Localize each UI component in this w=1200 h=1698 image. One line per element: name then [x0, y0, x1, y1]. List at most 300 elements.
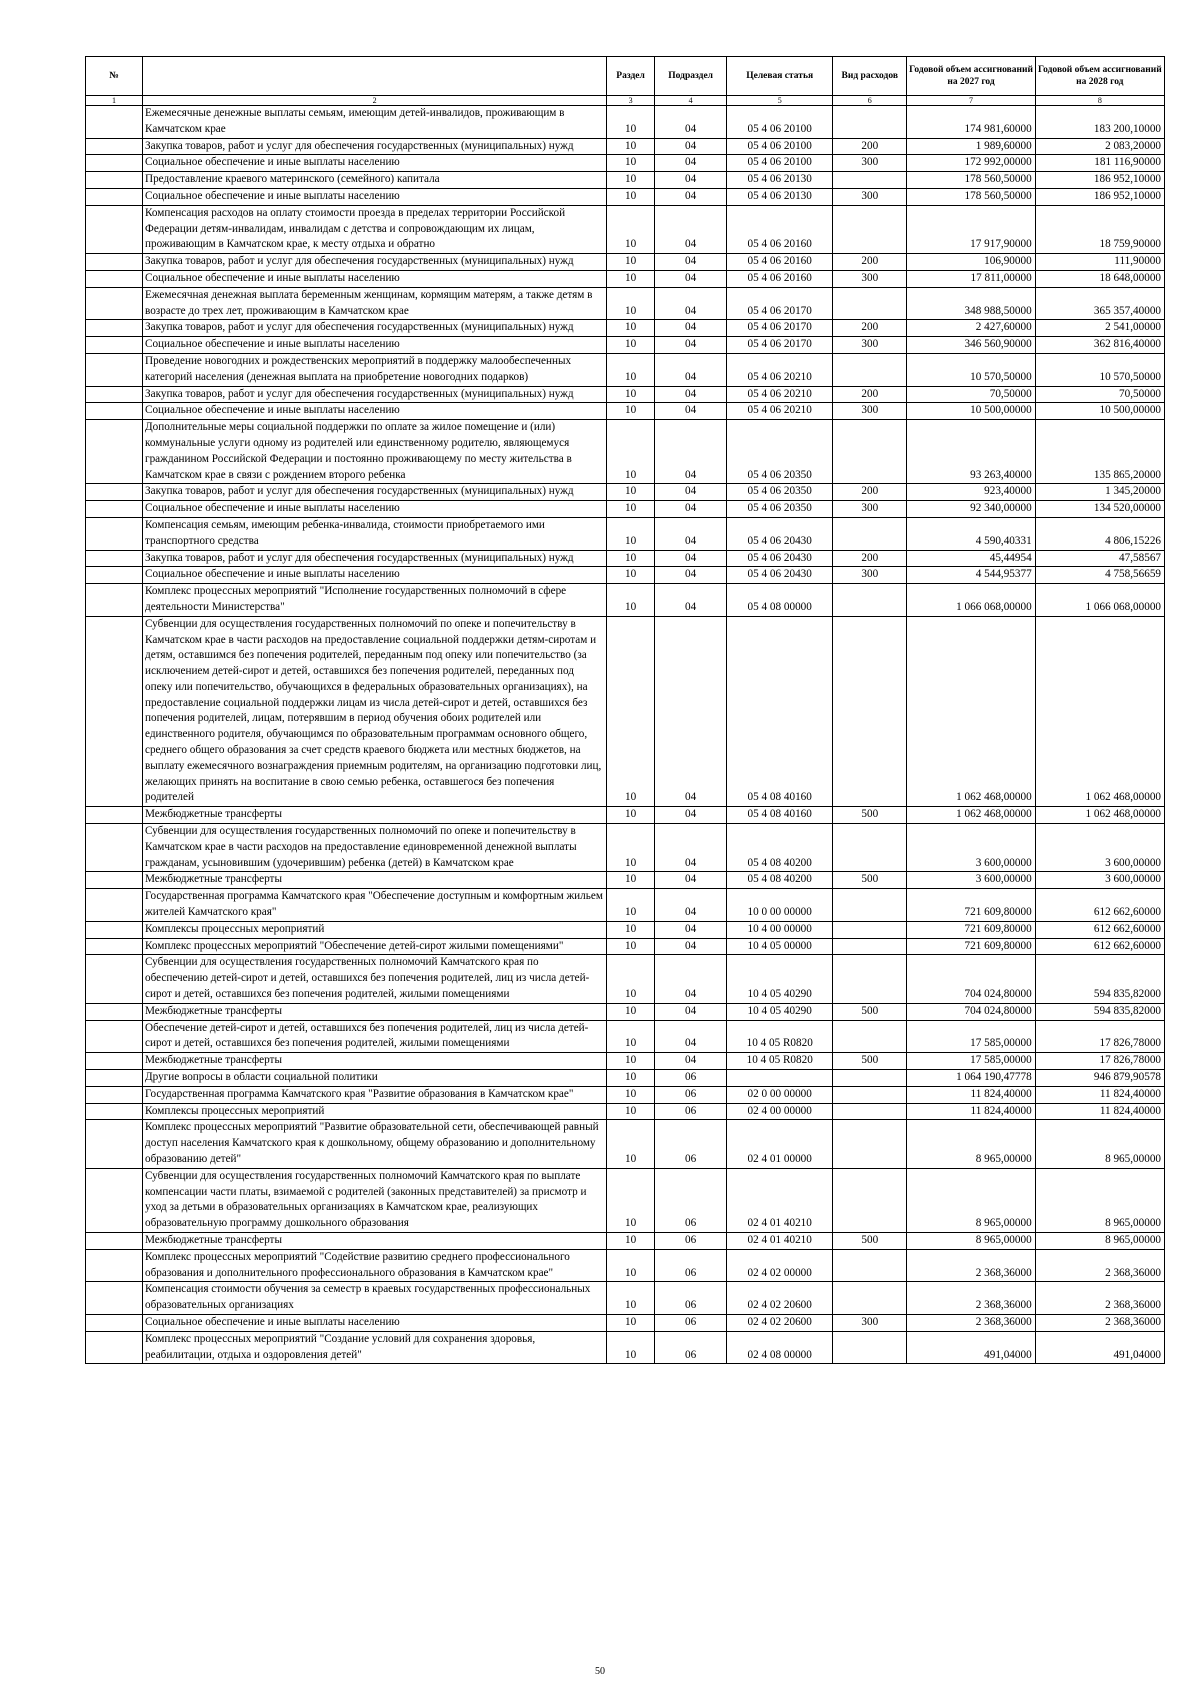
row-number [86, 501, 143, 518]
table-row [86, 138, 1165, 155]
row-razdel: 10 [607, 824, 655, 872]
row-razdel: 10 [607, 188, 655, 205]
row-number [86, 138, 143, 155]
header-razdel: Раздел [607, 57, 655, 96]
row-amount-2027: 704 024,80000 [907, 955, 1035, 1003]
row-name: Межбюджетные трансферты [143, 807, 607, 824]
row-number [86, 1070, 143, 1087]
row-target-article [727, 1070, 833, 1087]
row-amount-2027: 4 590,40331 [907, 517, 1035, 550]
table-row [86, 1314, 1165, 1331]
row-razdel: 10 [607, 938, 655, 955]
row-name: Компенсация расходов на оплату стоимости проезда в пределах территории Российской Федерации детям-инвалидам, инвалидам с детства и сопровождающим их лицам, проживающим в Камчатском крае, к месту отдыха и обратно [143, 205, 607, 253]
row-amount-2028: 183 200,10000 [1035, 106, 1164, 139]
row-podrazdel: 04 [655, 106, 727, 139]
row-name: Другие вопросы в области социальной политики [143, 1070, 607, 1087]
table-row [86, 337, 1165, 354]
row-target-article: 05 4 06 20100 [727, 106, 833, 139]
row-target-article: 05 4 08 00000 [727, 584, 833, 617]
row-expense-type [833, 106, 907, 139]
row-amount-2027: 1 989,60000 [907, 138, 1035, 155]
row-number [86, 1103, 143, 1120]
row-target-article: 05 4 06 20100 [727, 138, 833, 155]
row-expense-type [833, 955, 907, 1003]
row-amount-2027: 491,04000 [907, 1331, 1035, 1364]
row-name: Социальное обеспечение и иные выплаты населению [143, 188, 607, 205]
column-number-3: 3 [607, 96, 655, 106]
row-razdel: 10 [607, 205, 655, 253]
row-expense-type: 300 [833, 337, 907, 354]
row-number [86, 938, 143, 955]
row-target-article: 10 0 00 00000 [727, 889, 833, 922]
table-row [86, 807, 1165, 824]
row-expense-type: 200 [833, 484, 907, 501]
row-amount-2027: 174 981,60000 [907, 106, 1035, 139]
row-amount-2027: 10 570,50000 [907, 353, 1035, 386]
row-amount-2028: 8 965,00000 [1035, 1232, 1164, 1249]
row-expense-type [833, 616, 907, 807]
table-row [86, 1086, 1165, 1103]
row-name: Комплекс процессных мероприятий "Содействие развитию среднего профессионального образования и дополнительного профессионального образования в Камчатском крае" [143, 1249, 607, 1282]
row-expense-type [833, 205, 907, 253]
row-name: Комплекс процессных мероприятий "Обеспечение детей-сирот жилыми помещениями" [143, 938, 607, 955]
row-expense-type: 200 [833, 254, 907, 271]
row-expense-type: 500 [833, 1232, 907, 1249]
row-podrazdel: 04 [655, 889, 727, 922]
row-name: Компенсация семьям, имеющим ребенка-инвалида, стоимости приобретаемого ими транспортного средства [143, 517, 607, 550]
table-row [86, 172, 1165, 189]
row-razdel: 10 [607, 155, 655, 172]
row-number [86, 270, 143, 287]
row-amount-2027: 70,50000 [907, 386, 1035, 403]
row-razdel: 10 [607, 567, 655, 584]
row-expense-type: 500 [833, 872, 907, 889]
row-podrazdel: 06 [655, 1282, 727, 1315]
row-target-article: 05 4 08 40200 [727, 872, 833, 889]
row-amount-2027: 2 368,36000 [907, 1282, 1035, 1315]
row-razdel: 10 [607, 320, 655, 337]
row-podrazdel: 04 [655, 254, 727, 271]
row-amount-2028: 10 500,00000 [1035, 403, 1164, 420]
row-podrazdel: 04 [655, 872, 727, 889]
row-amount-2027: 1 062 468,00000 [907, 616, 1035, 807]
row-name: Субвенции для осуществления государственных полномочий Камчатского края по обеспечению детей-сирот и детей, оставшихся без попечения родителей, лиц из числа детей-сирот и детей, оставшихся без попечения родителей, жилыми помещениями [143, 955, 607, 1003]
row-amount-2027: 8 965,00000 [907, 1168, 1035, 1232]
column-number-6: 6 [833, 96, 907, 106]
table-row [86, 484, 1165, 501]
row-target-article: 02 4 01 40210 [727, 1232, 833, 1249]
row-target-article: 02 4 00 00000 [727, 1103, 833, 1120]
row-podrazdel: 04 [655, 138, 727, 155]
row-amount-2027: 106,90000 [907, 254, 1035, 271]
row-razdel: 10 [607, 1086, 655, 1103]
row-number [86, 616, 143, 807]
row-name: Социальное обеспечение и иные выплаты населению [143, 270, 607, 287]
header-name [143, 57, 607, 96]
row-number [86, 824, 143, 872]
row-amount-2028: 17 826,78000 [1035, 1053, 1164, 1070]
row-target-article: 02 0 00 00000 [727, 1086, 833, 1103]
row-name: Социальное обеспечение и иные выплаты населению [143, 1314, 607, 1331]
row-target-article: 10 4 05 R0820 [727, 1020, 833, 1053]
row-razdel: 10 [607, 921, 655, 938]
row-amount-2028: 186 952,10000 [1035, 172, 1164, 189]
table-row [86, 155, 1165, 172]
table-row [86, 501, 1165, 518]
row-amount-2028: 491,04000 [1035, 1331, 1164, 1364]
row-expense-type: 200 [833, 386, 907, 403]
row-podrazdel: 04 [655, 517, 727, 550]
table-row [86, 188, 1165, 205]
table-row [86, 567, 1165, 584]
table-row [86, 1331, 1165, 1364]
table-row [86, 584, 1165, 617]
table-row [86, 353, 1165, 386]
row-amount-2028: 8 965,00000 [1035, 1120, 1164, 1168]
column-number-5: 5 [727, 96, 833, 106]
row-amount-2028: 362 816,40000 [1035, 337, 1164, 354]
row-number [86, 584, 143, 617]
header-volume-2028: Годовой объем ассигнований на 2028 год [1035, 57, 1164, 96]
row-amount-2027: 2 427,60000 [907, 320, 1035, 337]
row-target-article: 05 4 06 20100 [727, 155, 833, 172]
row-expense-type [833, 353, 907, 386]
table-row [86, 955, 1165, 1003]
table-row [86, 1249, 1165, 1282]
row-target-article: 05 4 06 20160 [727, 254, 833, 271]
row-amount-2028: 594 835,82000 [1035, 955, 1164, 1003]
row-podrazdel: 04 [655, 550, 727, 567]
row-expense-type: 300 [833, 1314, 907, 1331]
row-number [86, 1003, 143, 1020]
row-expense-type: 300 [833, 155, 907, 172]
table-row [86, 1053, 1165, 1070]
row-name: Дополнительные меры социальной поддержки по оплате за жилое помещение и (или) коммунальные услуги одному из родителей или единственному родителю, являющемуся гражданином Российской Федерации и постоянно проживающему по месту жительства в Камчатском крае в связи с рождением второго ребенка [143, 420, 607, 484]
table-row [86, 403, 1165, 420]
row-amount-2027: 8 965,00000 [907, 1232, 1035, 1249]
row-podrazdel: 06 [655, 1232, 727, 1249]
row-amount-2028: 11 824,40000 [1035, 1086, 1164, 1103]
row-razdel: 10 [607, 1103, 655, 1120]
table-row [86, 938, 1165, 955]
row-target-article: 02 4 01 40210 [727, 1168, 833, 1232]
row-name: Закупка товаров, работ и услуг для обеспечения государственных (муниципальных) нужд [143, 484, 607, 501]
row-razdel: 10 [607, 1232, 655, 1249]
row-podrazdel: 04 [655, 484, 727, 501]
row-amount-2027: 45,44954 [907, 550, 1035, 567]
row-target-article: 05 4 08 40160 [727, 616, 833, 807]
table-row [86, 872, 1165, 889]
row-expense-type [833, 287, 907, 320]
row-amount-2028: 70,50000 [1035, 386, 1164, 403]
header-volume-2027: Годовой объем ассигнований на 2027 год [907, 57, 1035, 96]
row-amount-2028: 17 826,78000 [1035, 1020, 1164, 1053]
row-number [86, 1249, 143, 1282]
row-amount-2028: 1 066 068,00000 [1035, 584, 1164, 617]
row-name: Комплекс процессных мероприятий "Развитие образовательной сети, обеспечивающей равный доступ населения Камчатского края к дошкольному, общему образованию и дополнительному образованию детей" [143, 1120, 607, 1168]
row-number [86, 1232, 143, 1249]
table-row [86, 1003, 1165, 1020]
row-expense-type: 500 [833, 1053, 907, 1070]
row-razdel: 10 [607, 287, 655, 320]
row-target-article: 05 4 06 20170 [727, 287, 833, 320]
row-podrazdel: 04 [655, 420, 727, 484]
row-amount-2028: 10 570,50000 [1035, 353, 1164, 386]
row-name: Межбюджетные трансферты [143, 872, 607, 889]
row-amount-2028: 186 952,10000 [1035, 188, 1164, 205]
header-number: № [86, 57, 143, 96]
row-podrazdel: 06 [655, 1249, 727, 1282]
row-name: Закупка товаров, работ и услуг для обеспечения государственных (муниципальных) нужд [143, 550, 607, 567]
row-podrazdel: 04 [655, 1053, 727, 1070]
row-number [86, 254, 143, 271]
row-target-article: 02 4 08 00000 [727, 1331, 833, 1364]
row-target-article: 05 4 06 20350 [727, 501, 833, 518]
row-expense-type [833, 1103, 907, 1120]
row-number [86, 1020, 143, 1053]
row-name: Субвенции для осуществления государственных полномочий по опеке и попечительству в Камчатском крае в части расходов на предоставление единовременной денежной выплаты гражданам, усыновившим (удочерившим) ребенка (детей) в Камчатском крае [143, 824, 607, 872]
row-name: Межбюджетные трансферты [143, 1003, 607, 1020]
row-name: Комплексы процессных мероприятий [143, 1103, 607, 1120]
row-target-article: 05 4 06 20160 [727, 270, 833, 287]
row-amount-2027: 17 585,00000 [907, 1053, 1035, 1070]
row-amount-2028: 2 541,00000 [1035, 320, 1164, 337]
row-razdel: 10 [607, 550, 655, 567]
row-razdel: 10 [607, 254, 655, 271]
row-name: Проведение новогодних и рождественских мероприятий в поддержку малообеспеченных категорий населения (денежная выплата на приобретение новогодних подарков) [143, 353, 607, 386]
table-row [86, 1020, 1165, 1053]
row-target-article: 10 4 05 00000 [727, 938, 833, 955]
row-number [86, 337, 143, 354]
row-expense-type [833, 938, 907, 955]
row-razdel: 10 [607, 1282, 655, 1315]
row-podrazdel: 04 [655, 403, 727, 420]
row-amount-2028: 3 600,00000 [1035, 872, 1164, 889]
table-row [86, 1232, 1165, 1249]
row-number [86, 188, 143, 205]
row-amount-2028: 3 600,00000 [1035, 824, 1164, 872]
row-amount-2027: 92 340,00000 [907, 501, 1035, 518]
row-razdel: 10 [607, 872, 655, 889]
row-name: Обеспечение детей-сирот и детей, оставшихся без попечения родителей, лиц из числа детей-сирот и детей, оставшихся без попечения родителей, жилыми помещениями [143, 1020, 607, 1053]
row-amount-2027: 721 609,80000 [907, 921, 1035, 938]
row-amount-2028: 4 806,15226 [1035, 517, 1164, 550]
row-expense-type: 300 [833, 188, 907, 205]
row-expense-type [833, 1168, 907, 1232]
row-amount-2027: 17 585,00000 [907, 1020, 1035, 1053]
row-razdel: 10 [607, 1314, 655, 1331]
row-name: Компенсация стоимости обучения за семестр в краевых государственных профессиональных образовательных организациях [143, 1282, 607, 1315]
row-amount-2028: 946 879,90578 [1035, 1070, 1164, 1087]
table-row [86, 270, 1165, 287]
row-target-article: 05 4 06 20170 [727, 320, 833, 337]
column-number-1: 1 [86, 96, 143, 106]
row-podrazdel: 04 [655, 320, 727, 337]
row-podrazdel: 06 [655, 1314, 727, 1331]
row-number [86, 386, 143, 403]
row-name: Субвенции для осуществления государственных полномочий по опеке и попечительству в Камчатском крае в части расходов на предоставление социальной поддержки детям-сиротам и детям, оставшимся без попечения родителей, переданным под опеку или попечительство (за исключением детей-сирот и детей, оставшихся без попечения родителей, переданных под опеку или попечительство, обучающихся в федеральных образовательных организациях), на предоставление социальной поддержки лицам из числа детей-сирот и детей, оставшихся без попечения родителей, лицам, потерявшим в период обучения обоих родителей или единственного родителя, обучающимся по образовательным программам основного общего, среднего общего образования за счет средств краевого бюджета или местных бюджетов, на выплату ежемесячного вознаграждения приемным родителям, на организацию подготовки лиц, желающих принять на воспитание в свою семью ребенка, оставшегося без попечения родителей [143, 616, 607, 807]
row-razdel: 10 [607, 1331, 655, 1364]
row-amount-2027: 178 560,50000 [907, 188, 1035, 205]
row-podrazdel: 04 [655, 921, 727, 938]
row-amount-2027: 923,40000 [907, 484, 1035, 501]
row-name: Комплекс процессных мероприятий "Исполнение государственных полномочий в сфере деятельности Министерства" [143, 584, 607, 617]
row-number [86, 1282, 143, 1315]
row-expense-type [833, 1282, 907, 1315]
row-target-article: 02 4 02 00000 [727, 1249, 833, 1282]
row-number [86, 106, 143, 139]
table-row [86, 1168, 1165, 1232]
row-name: Социальное обеспечение и иные выплаты населению [143, 567, 607, 584]
row-razdel: 10 [607, 1120, 655, 1168]
table-row [86, 1282, 1165, 1315]
row-number [86, 420, 143, 484]
row-number [86, 172, 143, 189]
row-number [86, 1168, 143, 1232]
row-target-article: 05 4 06 20210 [727, 403, 833, 420]
row-podrazdel: 04 [655, 337, 727, 354]
table-row [86, 1070, 1165, 1087]
row-razdel: 10 [607, 1070, 655, 1087]
row-amount-2027: 721 609,80000 [907, 889, 1035, 922]
table-row [86, 616, 1165, 807]
row-number [86, 517, 143, 550]
row-amount-2027: 178 560,50000 [907, 172, 1035, 189]
row-target-article: 10 4 05 40290 [727, 955, 833, 1003]
page-number: 50 [595, 1666, 605, 1677]
row-amount-2027: 704 024,80000 [907, 1003, 1035, 1020]
row-amount-2027: 93 263,40000 [907, 420, 1035, 484]
row-amount-2028: 181 116,90000 [1035, 155, 1164, 172]
row-number [86, 921, 143, 938]
row-name: Комплекс процессных мероприятий "Создание условий для сохранения здоровья, реабилитации, отдыха и оздоровления детей" [143, 1331, 607, 1364]
row-amount-2028: 111,90000 [1035, 254, 1164, 271]
row-number [86, 155, 143, 172]
row-name: Государственная программа Камчатского края "Развитие образования в Камчатском крае" [143, 1086, 607, 1103]
row-expense-type: 200 [833, 138, 907, 155]
row-razdel: 10 [607, 501, 655, 518]
row-target-article: 10 4 05 R0820 [727, 1053, 833, 1070]
row-podrazdel: 04 [655, 386, 727, 403]
row-target-article: 05 4 06 20430 [727, 567, 833, 584]
row-name: Межбюджетные трансферты [143, 1053, 607, 1070]
row-name: Социальное обеспечение и иные выплаты населению [143, 403, 607, 420]
row-expense-type [833, 517, 907, 550]
row-podrazdel: 06 [655, 1070, 727, 1087]
row-expense-type: 500 [833, 807, 907, 824]
row-amount-2027: 17 917,90000 [907, 205, 1035, 253]
table-row [86, 921, 1165, 938]
row-amount-2028: 135 865,20000 [1035, 420, 1164, 484]
row-expense-type [833, 584, 907, 617]
row-amount-2027: 3 600,00000 [907, 824, 1035, 872]
row-name: Закупка товаров, работ и услуг для обеспечения государственных (муниципальных) нужд [143, 320, 607, 337]
row-amount-2028: 2 368,36000 [1035, 1249, 1164, 1282]
row-expense-type: 500 [833, 1003, 907, 1020]
table-row [86, 287, 1165, 320]
row-podrazdel: 04 [655, 155, 727, 172]
row-razdel: 10 [607, 420, 655, 484]
table-row [86, 205, 1165, 253]
column-number-8: 8 [1035, 96, 1164, 106]
row-podrazdel: 04 [655, 205, 727, 253]
row-podrazdel: 04 [655, 1020, 727, 1053]
row-number [86, 889, 143, 922]
row-amount-2028: 1 062 468,00000 [1035, 807, 1164, 824]
row-amount-2027: 721 609,80000 [907, 938, 1035, 955]
table-row [86, 517, 1165, 550]
row-podrazdel: 04 [655, 584, 727, 617]
row-name: Социальное обеспечение и иные выплаты населению [143, 155, 607, 172]
table-body [86, 106, 1165, 1364]
row-razdel: 10 [607, 955, 655, 1003]
column-number-4: 4 [655, 96, 727, 106]
table-header [86, 57, 1165, 106]
column-number-2: 2 [143, 96, 607, 106]
row-expense-type [833, 172, 907, 189]
row-expense-type [833, 1070, 907, 1087]
row-razdel: 10 [607, 1249, 655, 1282]
header-expense-type: Вид расходов [833, 57, 907, 96]
row-expense-type: 300 [833, 567, 907, 584]
row-number [86, 205, 143, 253]
row-razdel: 10 [607, 106, 655, 139]
row-number [86, 872, 143, 889]
row-amount-2027: 1 062 468,00000 [907, 807, 1035, 824]
table-row [86, 106, 1165, 139]
row-razdel: 10 [607, 889, 655, 922]
row-name: Комплексы процессных мероприятий [143, 921, 607, 938]
row-target-article: 05 4 06 20160 [727, 205, 833, 253]
row-expense-type: 200 [833, 550, 907, 567]
row-number [86, 1086, 143, 1103]
row-razdel: 10 [607, 1053, 655, 1070]
table-row [86, 1103, 1165, 1120]
table-row [86, 889, 1165, 922]
column-number-7: 7 [907, 96, 1035, 106]
row-podrazdel: 04 [655, 501, 727, 518]
row-amount-2028: 612 662,60000 [1035, 889, 1164, 922]
row-amount-2028: 612 662,60000 [1035, 921, 1164, 938]
row-expense-type: 300 [833, 403, 907, 420]
header-podrazdel: Подраздел [655, 57, 727, 96]
row-razdel: 10 [607, 138, 655, 155]
row-number [86, 484, 143, 501]
row-amount-2028: 4 758,56659 [1035, 567, 1164, 584]
row-amount-2027: 8 965,00000 [907, 1120, 1035, 1168]
row-expense-type [833, 1086, 907, 1103]
row-number [86, 1314, 143, 1331]
row-amount-2027: 2 368,36000 [907, 1314, 1035, 1331]
row-number [86, 1331, 143, 1364]
row-amount-2028: 612 662,60000 [1035, 938, 1164, 955]
row-amount-2028: 1 062 468,00000 [1035, 616, 1164, 807]
row-number [86, 955, 143, 1003]
row-name: Социальное обеспечение и иные выплаты населению [143, 337, 607, 354]
row-expense-type [833, 420, 907, 484]
row-name: Ежемесячные денежные выплаты семьям, имеющим детей-инвалидов, проживающим в Камчатском крае [143, 106, 607, 139]
row-target-article: 10 4 05 40290 [727, 1003, 833, 1020]
row-amount-2028: 134 520,00000 [1035, 501, 1164, 518]
row-number [86, 403, 143, 420]
row-amount-2027: 4 544,95377 [907, 567, 1035, 584]
row-razdel: 10 [607, 1168, 655, 1232]
row-target-article: 05 4 06 20350 [727, 420, 833, 484]
row-podrazdel: 04 [655, 824, 727, 872]
row-podrazdel: 06 [655, 1331, 727, 1364]
row-podrazdel: 04 [655, 270, 727, 287]
row-target-article: 02 4 02 20600 [727, 1314, 833, 1331]
